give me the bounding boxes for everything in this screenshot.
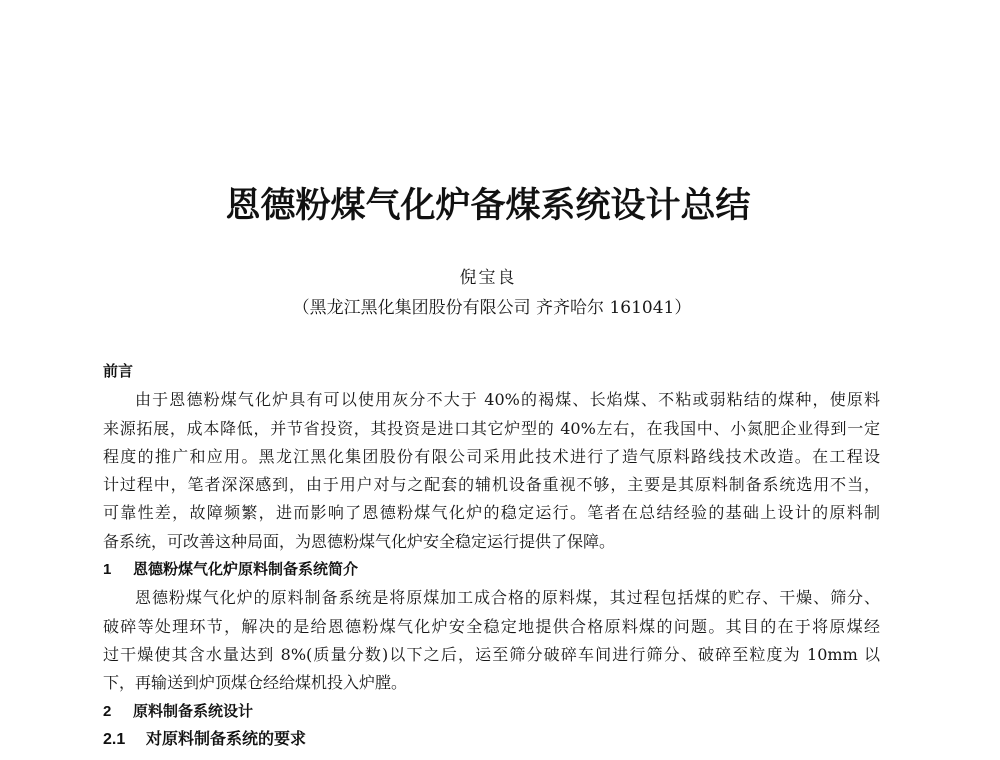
preface-line: 程度的推广和应用。黑龙江黑化集团股份有限公司采用此技术进行了造气原料路线技术改造。在工程设 — [103, 446, 880, 466]
section-1-title: 恩德粉煤气化炉原料制备系统简介 — [133, 561, 359, 579]
section-2-number: 2 — [103, 702, 112, 720]
preface-line: 计过程中，笔者深深感到，由于用户对与之配套的辅机设备重视不够，主要是其原料制备系统选用不当， — [103, 475, 880, 495]
paper-title: 恩德粉煤气化炉备煤系统设计总结 — [225, 185, 751, 226]
preface-line: 来源拓展，成本降低，并节省投资，其投资是进口其它炉型的 40%左右，在我国中、小氮肥企业得到一定 — [103, 418, 880, 438]
section-1-heading — [103, 556, 880, 584]
preface-heading: 前言 — [103, 363, 134, 380]
section-2-title: 原料制备系统设计 — [133, 702, 254, 720]
section-1-line: 下，再输送到炉顶煤仓经给煤机投入炉膛。 — [103, 673, 408, 693]
author-affiliation: （黑龙江黑化集团股份有限公司 齐齐哈尔 161041） — [292, 298, 692, 318]
section-2-1-title: 对原料制备系统的要求 — [146, 730, 307, 748]
section-1-line: 恩德粉煤气化炉的原料制备系统是将原煤加工成合格的原料煤，其过程包括煤的贮存、干燥、筛分、 — [135, 588, 880, 608]
preface-line: 由于恩德粉煤气化炉具有可以使用灰分不大于 40%的褐煤、长焰煤、不粘或弱粘结的煤种，使原料 — [135, 390, 880, 410]
preface-line: 备系统，可改善这种局面，为恩德粉煤气化炉安全稳定运行提供了保障。 — [103, 531, 616, 551]
author-name: 倪宝良 — [459, 268, 517, 288]
section-2-1-number: 2.1 — [103, 730, 126, 748]
section-2-1-heading — [103, 726, 880, 754]
section-1-line: 过干燥使其含水量达到 8%(质量分数)以下之后，运至筛分破碎车间进行筛分、破碎至粒度为 10mm 以 — [103, 644, 880, 664]
paper-body — [103, 358, 880, 756]
section-1-number: 1 — [103, 561, 112, 579]
section-1-line: 破碎等处理环节，解决的是给恩德粉煤气化炉安全稳定地提供合格原料煤的问题。其目的在于将原煤经 — [103, 616, 880, 636]
preface-line: 可靠性差，故障频繁，进而影响了恩德粉煤气化炉的稳定运行。笔者在总结经验的基础上设计的原料制 — [103, 503, 880, 523]
section-2-heading — [103, 698, 880, 726]
